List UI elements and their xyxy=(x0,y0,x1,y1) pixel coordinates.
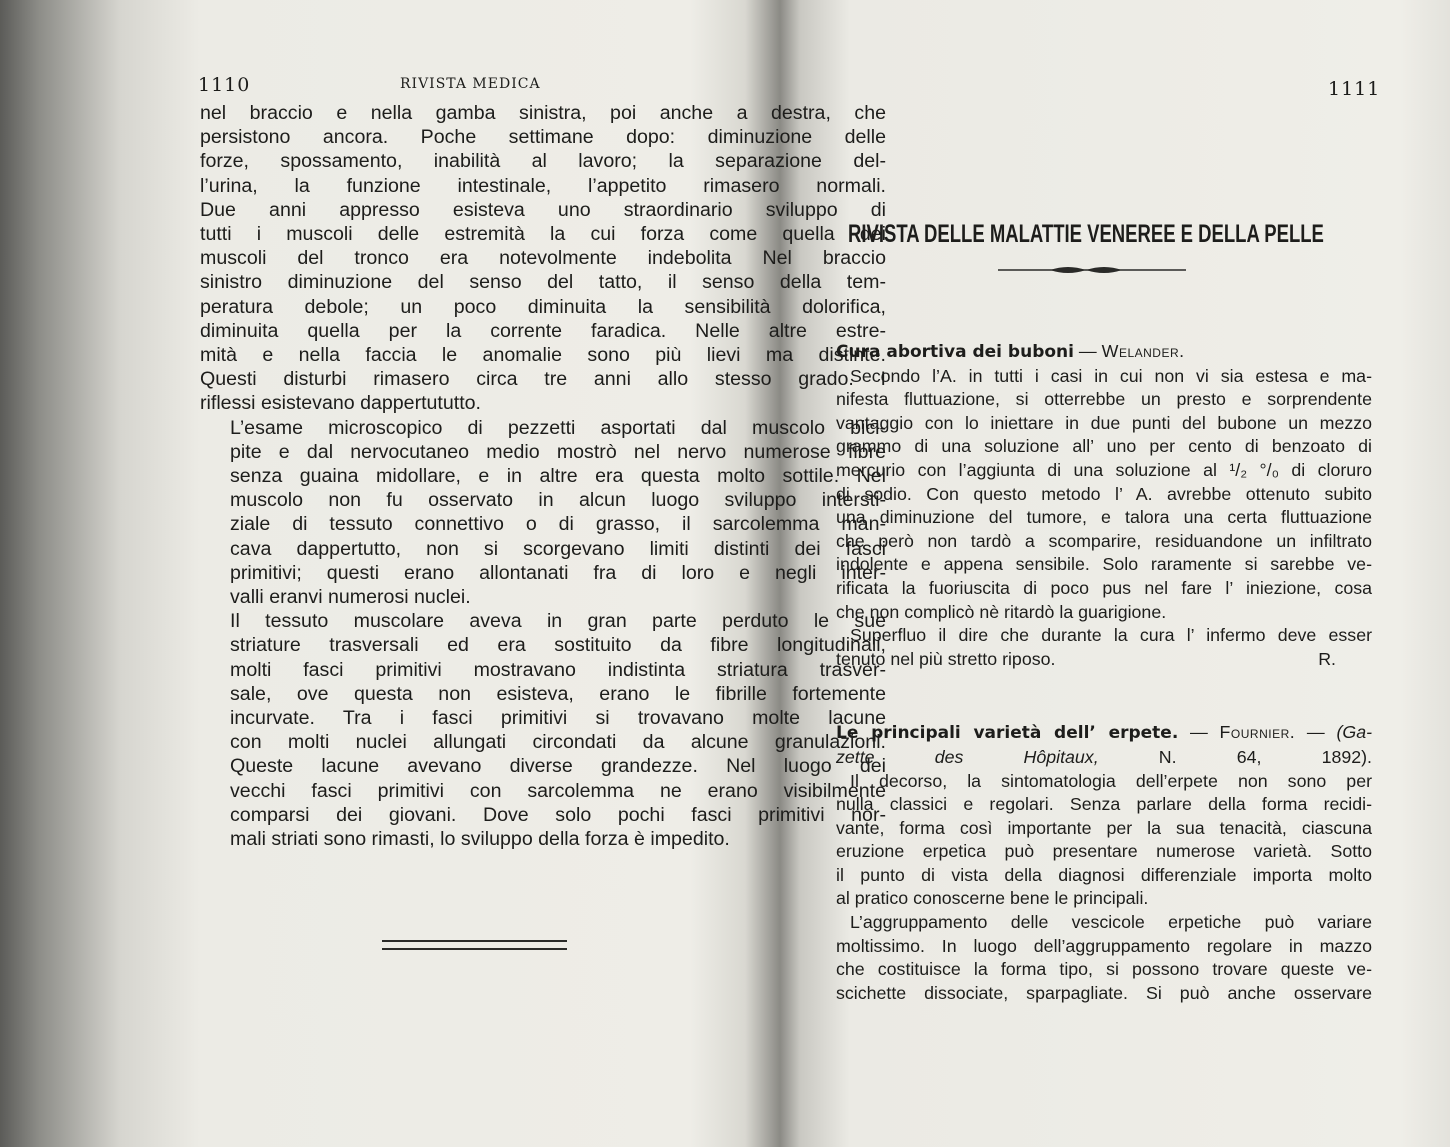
text-line: incurvate. Tra i fasci primitivi si trovavano molte lacune xyxy=(230,707,886,730)
text-line: Superfluo il dire che durante la cura l’ infermo deve esser xyxy=(850,625,1372,646)
paragraph xyxy=(200,609,886,851)
text-line: riflessi esistevano dappertututto. xyxy=(200,392,481,415)
paragraph xyxy=(200,101,886,416)
text-line: nulla classici e regolari. Senza parlare della forma recidi- xyxy=(836,794,1372,815)
article-source-cont: zette des Hôpitaux, xyxy=(836,746,1099,767)
text-line: nel braccio e nella gamba sinistra, poi anche a destra, che xyxy=(200,102,886,124)
text-line: che però non tardò a scomparire, residuandone un infiltrato xyxy=(836,530,1372,551)
title-dash: — xyxy=(1295,722,1337,743)
text-line: grammo di una soluzione all’ uno per cento di benzoato di xyxy=(836,436,1372,457)
paragraph xyxy=(836,365,1372,625)
text-line: valli eranvi numerosi nuclei. xyxy=(230,586,471,609)
text-line: una diminuzione del tumore, e talora una certa fluttuazione xyxy=(836,507,1372,528)
text-line: l’urina, la funzione intestinale, l’appetito rimasero normali. xyxy=(200,174,886,197)
text-line: cava dappertutto, non si scorgevano limiti distinti dei fasci xyxy=(230,537,886,560)
left-column-text xyxy=(200,101,886,851)
title-dash: — xyxy=(1073,341,1102,361)
text-line: L’esame microscopico di pezzetti asportati dal muscolo bici- xyxy=(230,416,886,439)
paragraph xyxy=(200,416,886,610)
text-line: Questi disturbi rimasero circa tre anni allo stesso grado. I xyxy=(200,368,886,391)
text-line: Secondo l’A. in tutti i casi in cui non vi sia estesa e ma- xyxy=(850,365,1372,386)
text-line: con molti nuclei allungati circondati da alcune granulazioni. xyxy=(230,731,886,754)
text-line: ziale di tessuto connettivo o di grasso, il sarcolemma man- xyxy=(230,513,886,536)
text-line: eruzione erpetica può presentare numerose varietà. Sotto xyxy=(836,841,1372,862)
text-line: Due anni appresso esisteva uno straordinario sviluppo di xyxy=(200,198,886,221)
text-line: scichette dissociate, sparpagliate. Si può anche osservare xyxy=(836,982,1372,1003)
text-line: al pratico conoscerne bene le principali. xyxy=(836,888,1149,909)
article-title-text: Le principali varietà dell’ erpete. xyxy=(836,723,1179,744)
text-line: il punto di vista della diagnosi differenziale importa molto xyxy=(836,864,1372,885)
left-page xyxy=(150,0,886,1147)
text-line: tutti i muscoli delle estremità la cui forza come quella dei xyxy=(200,223,886,246)
paragraph xyxy=(836,624,1372,671)
title-dash: — xyxy=(1178,722,1220,743)
running-head: RIVISTA MEDICA xyxy=(400,76,541,92)
paragraph xyxy=(836,770,1372,912)
text-line: pite e dal nervocutaneo medio mostrò nel nervo numerose fibre xyxy=(230,440,886,463)
text-line: mercurio con l’aggiunta di una soluzione al ¹/₂ °/₀ di cloruro xyxy=(836,459,1372,480)
text-line: mali striati sono rimasti, lo sviluppo della forza è impedito. xyxy=(230,828,730,851)
text-line: sinistro diminuzione del senso del tatto, il senso della tem- xyxy=(200,271,886,294)
paragraph xyxy=(836,911,1372,1005)
text-line: di sodio. Con questo metodo l’ A. avrebbe ottenuto subito xyxy=(836,483,1372,504)
text-line: muscolo non fu osservato in alcun luogo sviluppo intersti- xyxy=(230,489,886,512)
article-author: Welander. xyxy=(1101,341,1185,361)
article-title-text: Cura abortiva dei buboni xyxy=(836,342,1074,362)
text-line: senza guaina midollare, e in altre era questa molto sottile. Nel xyxy=(230,465,886,488)
text-line: molti fasci primitivi mostravano indistinta striatura trasver- xyxy=(230,658,886,681)
page-number-left: 1110 xyxy=(198,74,251,96)
page-number-right: 1111 xyxy=(1328,78,1381,100)
text-line: tenuto nel più stretto riposo. R. xyxy=(836,648,1372,672)
section-title: RIVISTA DELLE MALATTIE VENEREE E DELLA PELLE xyxy=(848,220,1324,248)
spacer xyxy=(836,671,1372,721)
article-source: (Ga- xyxy=(1336,722,1372,743)
text-line: Il tessuto muscolare aveva in gran parte perduto le sue xyxy=(230,610,886,633)
right-page xyxy=(800,0,1400,1147)
text-line: striature trasversali ed era sostituito da fibre longitudinali, xyxy=(230,634,886,657)
text-line: indolente e appena sensibile. Solo raramente si sarebbe ve- xyxy=(836,554,1372,575)
text-line: sale, ove questa non esisteva, erano le fibrille fortemente xyxy=(230,682,886,705)
article-signature: R. xyxy=(1318,648,1336,669)
article-title-1 xyxy=(836,340,1372,365)
text-line: persistono ancora. Poche settimane dopo: diminuzione delle xyxy=(200,126,886,149)
article-author: Fournier. xyxy=(1219,722,1296,743)
text-line: Il decorso, la sintomatologia dell’erpete non sono per xyxy=(850,770,1372,791)
text-line: L’aggruppamento delle vescicole erpetiche può variare xyxy=(850,912,1372,933)
text-line: comparsi dei giovani. Dove solo pochi fasci primitivi nor- xyxy=(230,803,886,826)
text-line: vante, forma così importante per la sua tenacità, ciascuna xyxy=(836,817,1372,838)
text-line: muscoli del tronco era notevolmente indebolita Nel braccio xyxy=(200,247,886,270)
text-line: moltissimo. In luogo dell’aggruppamento regolare in mazzo xyxy=(836,935,1372,956)
article-title-2 xyxy=(836,721,1372,769)
text-line: diminuita quella per la corrente faradica. Nelle altre estre- xyxy=(200,319,886,342)
text-line: peratura debole; un poco diminuita la sensibilità dolorifica, xyxy=(200,295,886,318)
end-rule-double-line xyxy=(382,940,567,950)
text-line: rificata la fuoriuscita di poco pus nel fare l’ iniezione, cosa xyxy=(836,577,1372,598)
text-line: mità e nella faccia le anomalie sono più lievi ma distinte. xyxy=(200,344,886,367)
right-column-text xyxy=(836,340,1372,1005)
text-line: primitivi; questi erano allontanati fra di loro e negli inter- xyxy=(230,561,886,584)
text-line: vantaggio con lo iniettare in due punti del bubone un mezzo xyxy=(836,412,1372,433)
text-line: vecchi fasci primitivi con sarcolemma ne erano visibilmente xyxy=(230,779,886,802)
text-line: forze, spossamento, inabilità al lavoro; la separazione del- xyxy=(200,150,886,173)
text-line: Queste lacune avevano diverse grandezze. Nel luogo dei xyxy=(230,755,886,778)
text-line: che non complicò nè ritardò la guarigione. xyxy=(836,601,1167,622)
article-number: N. 64, 1892). xyxy=(1098,746,1372,767)
text-line: nifesta fluttuazione, si otterrebbe un presto e sorprendente xyxy=(836,389,1372,410)
text-line: che costituisce la forma tipo, si possono trovare queste ve- xyxy=(836,959,1372,980)
ornament-divider xyxy=(998,264,1186,276)
